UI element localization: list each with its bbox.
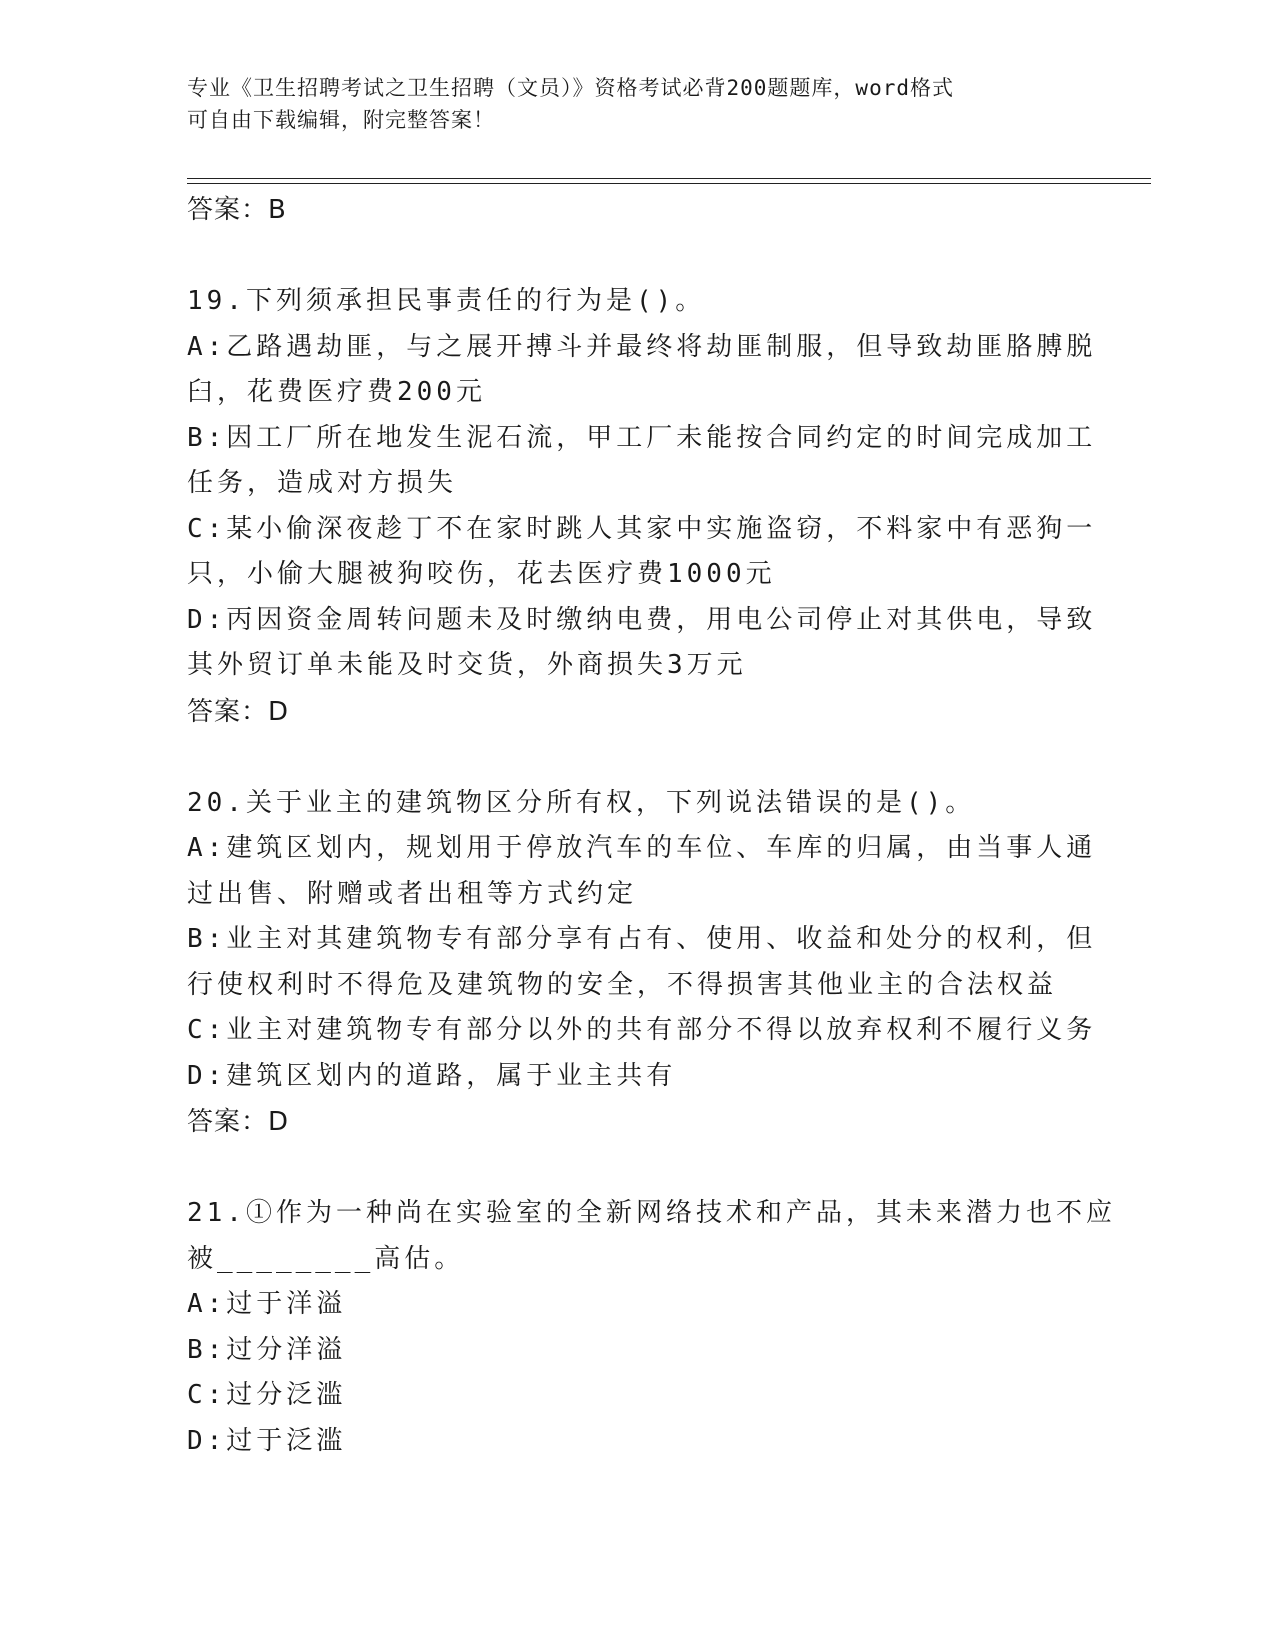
question-stem: 20.关于业主的建筑物区分所有权，下列说法错误的是()。 [187, 787, 976, 818]
option-line: D:建筑区划内的道路，属于业主共有 [187, 1060, 677, 1091]
option-line: A:建筑区划内，规划用于停放汽车的车位、车库的归属，由当事人通 [187, 833, 1097, 863]
question-block [187, 1191, 1116, 1464]
option-line: C:某小偷深夜趁丁不在家时跳人其家中实施盗窃，不料家中有恶狗一 [187, 513, 1097, 544]
answer-label: 答案：D [187, 696, 290, 727]
header-rule-top [187, 178, 1151, 179]
spacer [187, 233, 1087, 279]
option-line: C:业主对建筑物专有部分以外的共有部分不得以放弃权利不履行义务 [187, 1015, 1097, 1045]
document-body [187, 187, 1116, 1464]
option-line: B:过分洋溢 [187, 1334, 347, 1365]
option-line: A:乙路遇劫匪，与之展开搏斗并最终将劫匪制服，但导致劫匪胳膊脱 [187, 331, 1097, 362]
option-line: D:过于泛滥 [187, 1425, 347, 1456]
spacer [187, 735, 1087, 781]
option-line: 臼，花费医疗费200元 [187, 377, 486, 407]
option-line: A:过于洋溢 [187, 1289, 347, 1319]
header-line-2: 可自由下载编辑，附完整答案！ [187, 108, 495, 132]
answer-label: 答案：B [187, 195, 287, 225]
question-block [187, 781, 1097, 1146]
document-header [187, 72, 1067, 136]
header-line-1: 专业《卫生招聘考试之卫生招聘（文员）》资格考试必背200题题库，word格式 [187, 76, 954, 100]
option-line: 行使权利时不得危及建筑物的安全，不得损害其他业主的合法权益 [187, 969, 1058, 1000]
option-line: B:业主对其建筑物专有部分享有占有、使用、收益和处分的权利，但 [187, 924, 1097, 954]
question-stem: 21.①作为一种尚在实验室的全新网络技术和产品，其未来潜力也不应 [187, 1198, 1116, 1228]
question-stem: 19.下列须承担民事责任的行为是()。 [187, 286, 706, 316]
question-block [187, 279, 1097, 735]
option-line: D:丙因资金周转问题未及时缴纳电费，用电公司停止对其供电，导致 [187, 604, 1097, 635]
answer-label: 答案：D [187, 1107, 290, 1137]
option-line: B:因工厂所在地发生泥石流，甲工厂未能按合同约定的时间完成加工 [187, 422, 1097, 453]
option-line: 其外贸订单未能及时交货，外商损失3万元 [187, 650, 747, 680]
option-line: 任务，造成对方损失 [187, 468, 458, 498]
option-line: 只，小偷大腿被狗咬伤，花去医疗费1000元 [187, 559, 776, 589]
question-stem-continued: 被________高估。 [187, 1243, 465, 1274]
option-line: C:过分泛滥 [187, 1380, 347, 1410]
spacer [187, 1145, 1087, 1191]
option-line: 过出售、附赠或者出租等方式约定 [187, 878, 638, 909]
header-rule-bottom [187, 183, 1151, 184]
